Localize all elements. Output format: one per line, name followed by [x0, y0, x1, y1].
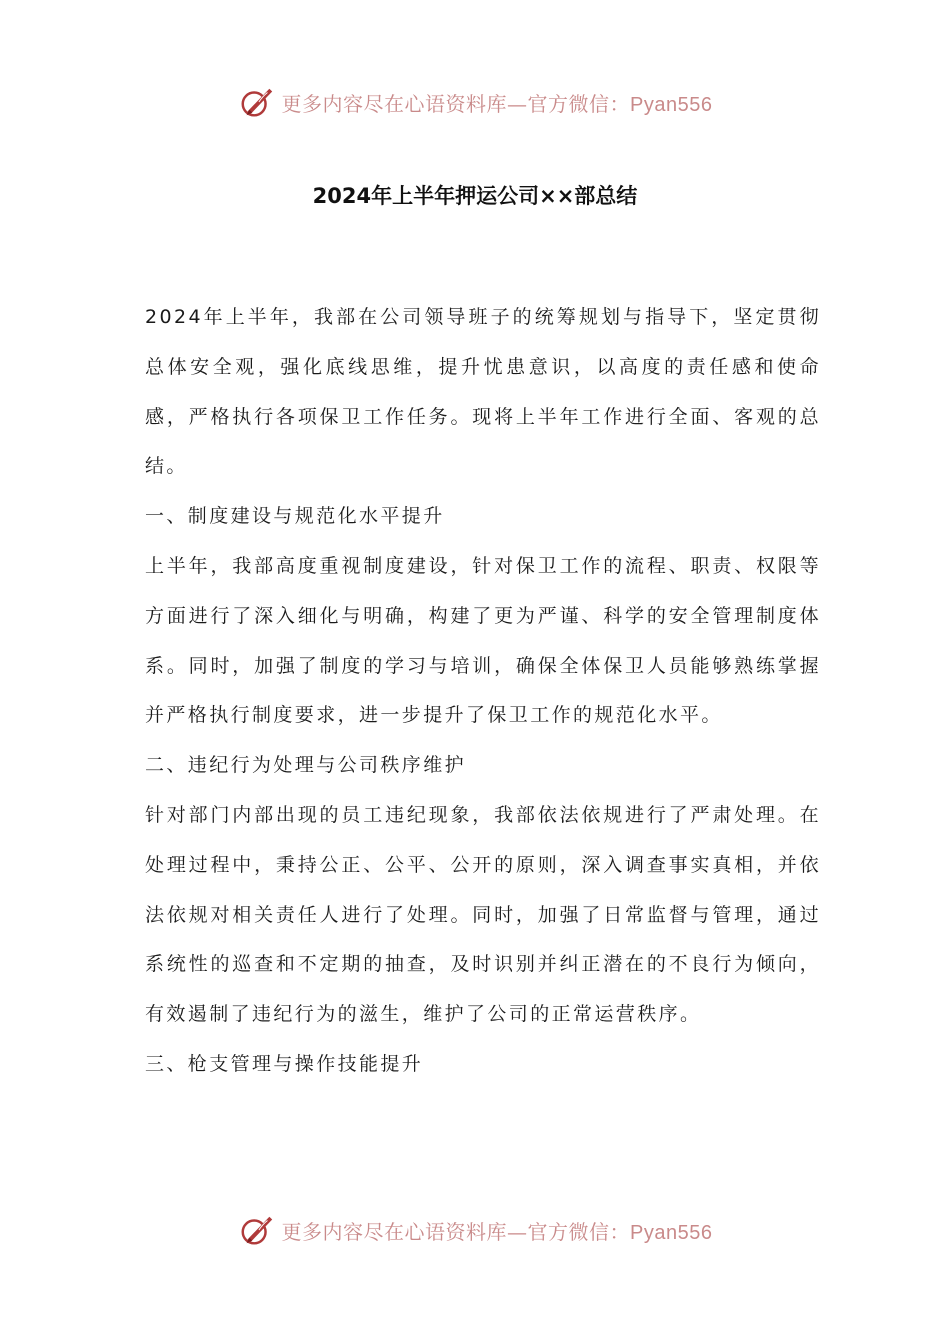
document-body	[145, 293, 821, 1090]
watermark-contact: Pyan556	[630, 93, 713, 116]
watermark-contact: Pyan556	[630, 1221, 713, 1244]
section-heading: 三、枪支管理与操作技能提升	[145, 1052, 424, 1075]
body-paragraph: 针对部门内部出现的员工违纪现象，我部依法依规进行了严肃处理。在处理过程中，秉持公正、公平、公开的原则，深入调查事实真相，并依法依规对相关责任人进行了处理。同时，加强了日常监督与管理，通过系统性的巡查和不定期的抽查，及时识别并纠正潜在的不良行为倾向，有效遏制了违纪行为的滋生，维护了公司的正常运营秩序。	[145, 803, 821, 1026]
section-heading: 二、违纪行为处理与公司秩序维护	[145, 754, 467, 777]
watermark-slogan: 更多内容尽在心语资料库—官方微信：	[281, 1219, 631, 1244]
section-heading: 一、制度建设与规范化水平提升	[145, 505, 445, 528]
document-title: 2024年上半年押运公司××部总结	[312, 184, 638, 208]
quill-pen-seal-icon	[238, 83, 276, 121]
header-watermark-banner	[0, 80, 950, 124]
quill-pen-seal-icon	[238, 1211, 276, 1249]
watermark-text	[282, 88, 713, 117]
watermark-text	[282, 1216, 713, 1245]
watermark-slogan: 更多内容尽在心语资料库—官方微信：	[281, 91, 631, 116]
footer-watermark-banner	[0, 1208, 950, 1252]
body-paragraph: 上半年，我部高度重视制度建设，针对保卫工作的流程、职责、权限等方面进行了深入细化与明确，构建了更为严谨、科学的安全管理制度体系。同时，加强了制度的学习与培训，确保全体保卫人员能够熟练掌握并严格执行制度要求，进一步提升了保卫工作的规范化水平。	[145, 554, 821, 727]
body-paragraph: 2024年上半年，我部在公司领导班子的统筹规划与指导下，坚定贯彻总体安全观，强化底线思维，提升忧患意识，以高度的责任感和使命感，严格执行各项保卫工作任务。现将上半年工作进行全面、客观的总结。	[145, 306, 821, 478]
